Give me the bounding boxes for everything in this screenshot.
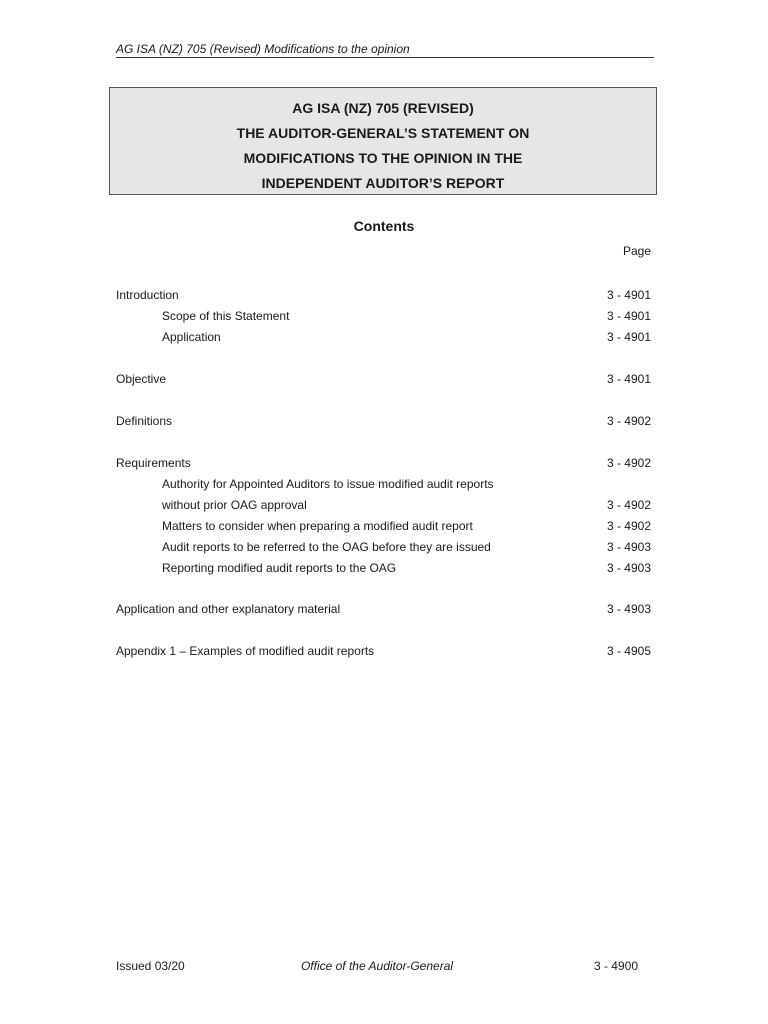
toc-entry-label: Audit reports to be referred to the OAG before they are issued <box>162 540 491 554</box>
toc-entry-label: Appendix 1 – Examples of modified audit reports <box>116 644 375 658</box>
footer-office-name: Office of the Auditor-General <box>300 959 454 973</box>
toc-entry-page: 3 - 4903 <box>606 540 651 554</box>
toc-entry-application[interactable] <box>116 329 651 345</box>
title-line-statement: THE AUDITOR-GENERAL’S STATEMENT ON <box>236 125 530 141</box>
toc-entry-appendix-1[interactable] <box>116 643 651 659</box>
toc-entry-page: 3 - 4901 <box>606 309 651 323</box>
toc-entry-page: 3 - 4902 <box>606 456 651 470</box>
toc-entry-page: 3 - 4901 <box>606 372 651 386</box>
toc-entry-introduction[interactable] <box>116 287 651 303</box>
title-line-report: INDEPENDENT AUDITOR’S REPORT <box>261 175 505 191</box>
toc-entry-referred[interactable] <box>116 539 651 555</box>
toc-entry-label: Objective <box>116 372 167 386</box>
toc-entry-page: 3 - 4901 <box>606 330 651 344</box>
toc-entry-page: 3 - 4902 <box>606 498 651 512</box>
title-line-modifications: MODIFICATIONS TO THE OPINION IN THE <box>243 150 523 166</box>
toc-entry-label: without prior OAG approval <box>162 498 307 512</box>
toc-entry-objective[interactable] <box>116 371 651 387</box>
toc-entry-label: Authority for Appointed Auditors to issue modified audit reports <box>162 477 494 491</box>
toc-entry-label: Application <box>162 330 221 344</box>
toc-entry-scope[interactable] <box>116 308 651 324</box>
toc-entry-label: Introduction <box>116 288 179 302</box>
toc-entry-label: Definitions <box>116 414 173 428</box>
toc-entry-page: 3 - 4903 <box>606 561 651 575</box>
toc-entry-page: 3 - 4903 <box>606 602 651 616</box>
footer-page-number: 3 - 4900 <box>593 959 638 973</box>
toc-entry-authority-continued[interactable] <box>116 497 651 513</box>
footer-issued-date: Issued 03/20 <box>116 959 185 973</box>
running-header: AG ISA (NZ) 705 (Revised) Modifications to the opinion <box>116 42 654 58</box>
toc-entry-page: 3 - 4902 <box>606 519 651 533</box>
toc-entry-page: 3 - 4902 <box>606 414 651 428</box>
title-line-standard: AG ISA (NZ) 705 (REVISED) <box>292 100 474 116</box>
toc-entry-page: 3 - 4905 <box>606 644 651 658</box>
page-column-label: Page <box>622 244 651 258</box>
toc-entry-page: 3 - 4901 <box>606 288 651 302</box>
toc-entry-authority[interactable] <box>116 476 651 492</box>
toc-entry-matters[interactable] <box>116 518 651 534</box>
toc-entry-reporting[interactable] <box>116 560 651 576</box>
toc-entry-label: Requirements <box>116 456 191 470</box>
toc-entry-label: Reporting modified audit reports to the OAG <box>162 561 397 575</box>
contents-heading: Contents <box>353 218 415 234</box>
toc-entry-label: Scope of this Statement <box>162 309 290 323</box>
toc-entry-definitions[interactable] <box>116 413 651 429</box>
toc-entry-label: Application and other explanatory material <box>116 602 341 616</box>
document-title-box <box>109 87 657 195</box>
toc-entry-application-material[interactable] <box>116 601 651 617</box>
toc-entry-requirements[interactable] <box>116 455 651 471</box>
toc-entry-label: Matters to consider when preparing a modified audit report <box>162 519 473 533</box>
page-footer <box>116 958 638 974</box>
